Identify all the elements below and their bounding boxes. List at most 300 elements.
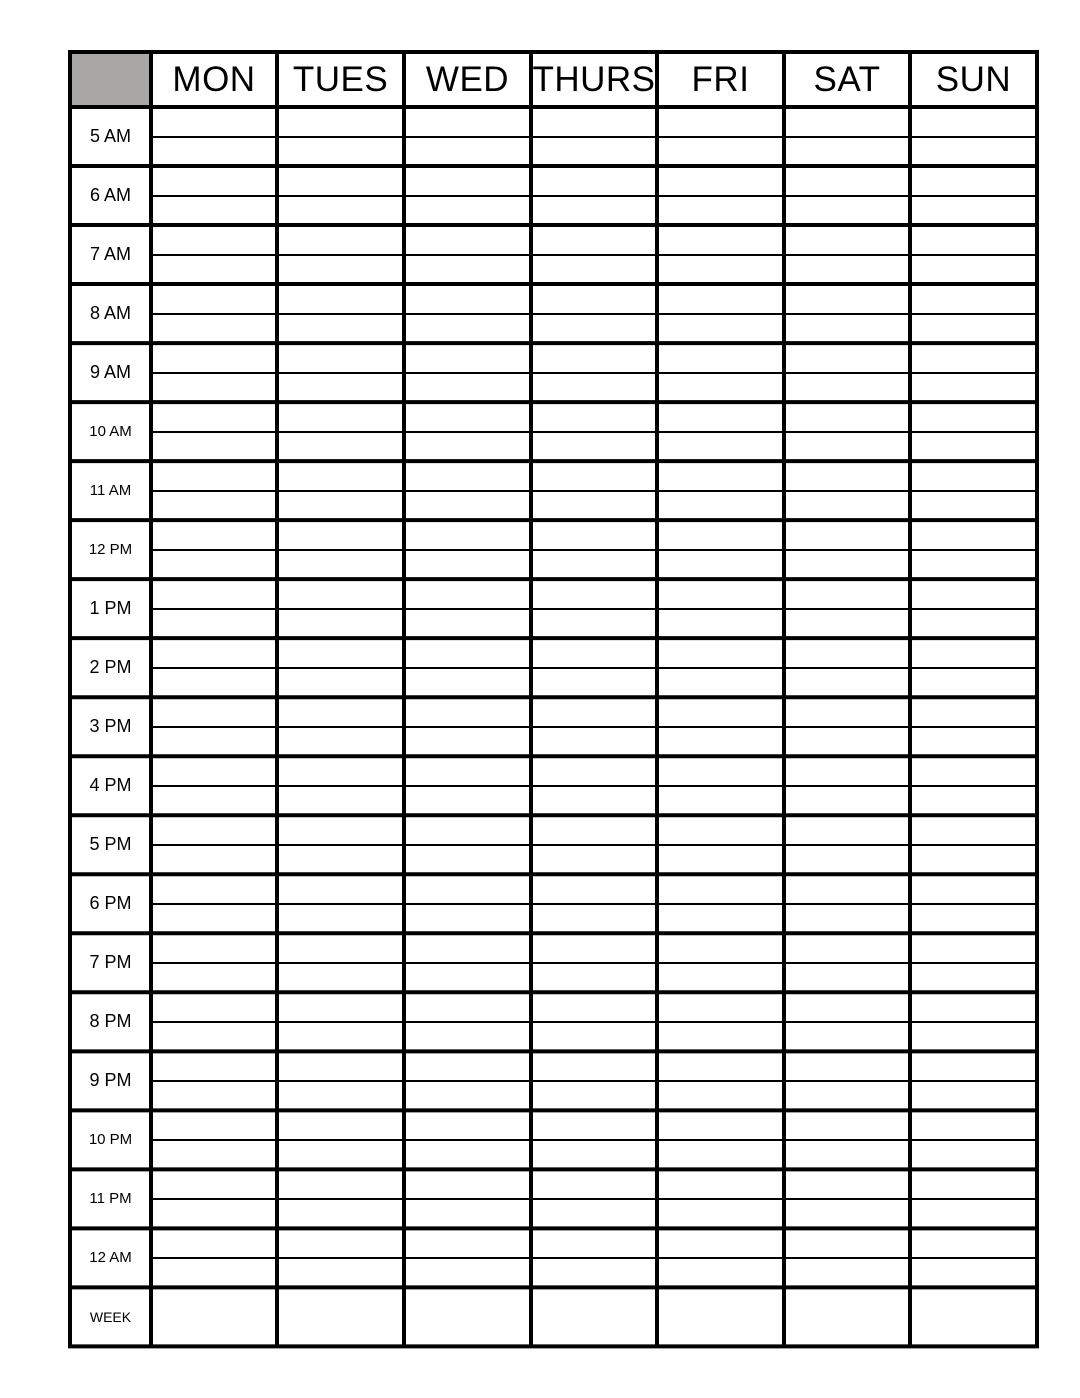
half-hour-divider	[404, 1139, 531, 1141]
time-slot-cell[interactable]	[657, 166, 784, 225]
half-hour-divider	[404, 608, 531, 610]
time-slot-cell[interactable]	[404, 992, 531, 1051]
time-slot-cell[interactable]	[657, 1169, 784, 1228]
time-slot-cell[interactable]	[404, 638, 531, 697]
time-slot-cell[interactable]	[404, 874, 531, 933]
half-hour-divider	[531, 195, 657, 197]
half-hour-divider	[151, 1257, 277, 1259]
time-slot-cell[interactable]	[531, 166, 657, 225]
time-slot-cell[interactable]	[277, 343, 404, 402]
half-hour-divider	[277, 962, 404, 964]
time-slot-cell[interactable]	[404, 1051, 531, 1110]
time-slot-cell[interactable]	[657, 815, 784, 874]
time-slot-cell[interactable]	[277, 1169, 404, 1228]
half-hour-divider	[657, 903, 784, 905]
half-hour-divider	[784, 254, 910, 256]
time-slot-cell[interactable]	[151, 284, 277, 343]
half-hour-divider	[657, 549, 784, 551]
time-label: 1 PM	[89, 598, 132, 619]
time-slot-cell[interactable]	[277, 461, 404, 520]
half-hour-divider	[277, 844, 404, 846]
time-slot-cell[interactable]	[277, 697, 404, 756]
time-slot-cell[interactable]	[784, 402, 910, 461]
half-hour-divider	[784, 1198, 910, 1200]
half-hour-divider	[404, 136, 531, 138]
time-slot-cell[interactable]	[910, 107, 1037, 166]
time-slot-cell[interactable]	[784, 933, 910, 992]
time-slot-cell[interactable]	[277, 402, 404, 461]
half-hour-divider	[151, 195, 277, 197]
day-header-sun: SUN	[935, 59, 1012, 99]
half-hour-divider	[910, 1257, 1037, 1259]
half-hour-divider	[531, 549, 657, 551]
time-slot-cell[interactable]	[910, 402, 1037, 461]
half-hour-divider	[277, 136, 404, 138]
time-slot-cell[interactable]	[657, 1051, 784, 1110]
time-slot-cell[interactable]	[784, 520, 910, 579]
half-hour-divider	[151, 1021, 277, 1023]
half-hour-divider	[404, 844, 531, 846]
half-hour-divider	[657, 490, 784, 492]
half-hour-divider	[277, 667, 404, 669]
time-slot-cell[interactable]	[657, 874, 784, 933]
time-slot-cell[interactable]	[784, 461, 910, 520]
time-slot-cell[interactable]	[404, 343, 531, 402]
half-hour-divider	[910, 1139, 1037, 1141]
time-slot-cell[interactable]	[151, 225, 277, 284]
time-slot-cell[interactable]	[910, 815, 1037, 874]
half-hour-divider	[277, 785, 404, 787]
half-hour-divider	[657, 844, 784, 846]
time-label: 2 PM	[89, 657, 132, 678]
time-slot-cell[interactable]	[657, 579, 784, 638]
time-slot-cell[interactable]	[531, 1169, 657, 1228]
time-slot-cell[interactable]	[784, 992, 910, 1051]
half-hour-divider	[404, 785, 531, 787]
time-label: 11 AM	[89, 482, 132, 500]
time-slot-cell[interactable]	[151, 402, 277, 461]
time-slot-cell[interactable]	[784, 638, 910, 697]
half-hour-divider	[277, 490, 404, 492]
time-slot-cell[interactable]	[404, 107, 531, 166]
time-slot-cell[interactable]	[784, 343, 910, 402]
time-slot-cell[interactable]	[151, 1110, 277, 1169]
half-hour-divider	[277, 431, 404, 433]
time-slot-cell[interactable]	[404, 579, 531, 638]
time-slot-cell[interactable]	[404, 520, 531, 579]
time-slot-cell[interactable]	[277, 284, 404, 343]
half-hour-divider	[404, 903, 531, 905]
day-header-thurs: THURS	[532, 59, 656, 99]
time-slot-cell[interactable]	[151, 520, 277, 579]
time-slot-cell[interactable]	[910, 874, 1037, 933]
time-slot-cell[interactable]	[277, 933, 404, 992]
half-hour-divider	[531, 608, 657, 610]
time-slot-cell[interactable]	[657, 756, 784, 815]
time-label: 8 PM	[89, 1011, 132, 1032]
time-slot-cell[interactable]	[404, 815, 531, 874]
time-slot-cell[interactable]	[277, 874, 404, 933]
half-hour-divider	[657, 1139, 784, 1141]
time-slot-cell[interactable]	[657, 402, 784, 461]
half-hour-divider	[151, 1139, 277, 1141]
time-slot-cell[interactable]	[657, 1228, 784, 1287]
time-slot-cell[interactable]	[531, 107, 657, 166]
time-slot-cell[interactable]	[910, 756, 1037, 815]
half-hour-divider	[657, 254, 784, 256]
half-hour-divider	[784, 1139, 910, 1141]
week-cell-mon[interactable]	[151, 1287, 277, 1346]
half-hour-divider	[531, 1198, 657, 1200]
half-hour-divider	[404, 667, 531, 669]
time-slot-cell[interactable]	[531, 933, 657, 992]
half-hour-divider	[910, 844, 1037, 846]
day-header-wed: WED	[425, 59, 510, 99]
half-hour-divider	[784, 903, 910, 905]
half-hour-divider	[277, 1198, 404, 1200]
half-hour-divider	[404, 254, 531, 256]
time-slot-cell[interactable]	[910, 225, 1037, 284]
time-slot-cell[interactable]	[784, 1228, 910, 1287]
time-slot-cell[interactable]	[784, 874, 910, 933]
half-hour-divider	[531, 372, 657, 374]
half-hour-divider	[910, 608, 1037, 610]
time-slot-cell[interactable]	[151, 815, 277, 874]
half-hour-divider	[277, 608, 404, 610]
time-slot-cell[interactable]	[531, 402, 657, 461]
half-hour-divider	[657, 962, 784, 964]
time-slot-cell[interactable]	[277, 579, 404, 638]
time-slot-cell[interactable]	[910, 933, 1037, 992]
time-slot-cell[interactable]	[151, 166, 277, 225]
half-hour-divider	[151, 785, 277, 787]
week-cell-tues[interactable]	[277, 1287, 404, 1346]
half-hour-divider	[657, 1021, 784, 1023]
half-hour-divider	[657, 785, 784, 787]
time-slot-cell[interactable]	[657, 697, 784, 756]
time-slot-cell[interactable]	[531, 225, 657, 284]
half-hour-divider	[277, 195, 404, 197]
time-slot-cell[interactable]	[404, 166, 531, 225]
half-hour-divider	[404, 431, 531, 433]
half-hour-divider	[404, 195, 531, 197]
time-slot-cell[interactable]	[404, 1110, 531, 1169]
half-hour-divider	[784, 1257, 910, 1259]
time-slot-cell[interactable]	[910, 697, 1037, 756]
time-slot-cell[interactable]	[657, 638, 784, 697]
half-hour-divider	[657, 136, 784, 138]
time-slot-cell[interactable]	[657, 343, 784, 402]
half-hour-divider	[151, 431, 277, 433]
time-slot-cell[interactable]	[784, 166, 910, 225]
half-hour-divider	[657, 667, 784, 669]
header-corner-cell	[72, 54, 149, 105]
half-hour-divider	[531, 726, 657, 728]
time-slot-cell[interactable]	[531, 638, 657, 697]
half-hour-divider	[910, 1021, 1037, 1023]
half-hour-divider	[657, 726, 784, 728]
time-slot-cell[interactable]	[277, 756, 404, 815]
time-slot-cell[interactable]	[531, 1110, 657, 1169]
time-slot-cell[interactable]	[151, 579, 277, 638]
half-hour-divider	[531, 254, 657, 256]
week-cell-thurs[interactable]	[531, 1287, 657, 1346]
half-hour-divider	[531, 1139, 657, 1141]
half-hour-divider	[784, 313, 910, 315]
half-hour-divider	[910, 490, 1037, 492]
time-slot-cell[interactable]	[531, 284, 657, 343]
day-header-sat: SAT	[813, 59, 881, 99]
time-slot-cell[interactable]	[910, 166, 1037, 225]
half-hour-divider	[657, 431, 784, 433]
half-hour-divider	[404, 490, 531, 492]
time-slot-cell[interactable]	[531, 874, 657, 933]
half-hour-divider	[277, 372, 404, 374]
half-hour-divider	[531, 962, 657, 964]
half-hour-divider	[531, 1021, 657, 1023]
half-hour-divider	[151, 254, 277, 256]
day-header-tues: TUES	[292, 59, 389, 99]
time-slot-cell[interactable]	[404, 402, 531, 461]
time-slot-cell[interactable]	[910, 284, 1037, 343]
time-slot-cell[interactable]	[277, 1110, 404, 1169]
time-slot-cell[interactable]	[784, 1110, 910, 1169]
half-hour-divider	[910, 431, 1037, 433]
time-slot-cell[interactable]	[657, 933, 784, 992]
half-hour-divider	[784, 667, 910, 669]
time-slot-cell[interactable]	[404, 756, 531, 815]
half-hour-divider	[910, 1080, 1037, 1082]
half-hour-divider	[910, 903, 1037, 905]
time-label: 12 AM	[89, 1249, 132, 1267]
half-hour-divider	[151, 1198, 277, 1200]
time-slot-cell[interactable]	[910, 638, 1037, 697]
half-hour-divider	[910, 195, 1037, 197]
half-hour-divider	[531, 903, 657, 905]
time-label: 5 AM	[89, 126, 132, 146]
time-slot-cell[interactable]	[910, 1228, 1037, 1287]
time-slot-cell[interactable]	[910, 461, 1037, 520]
half-hour-divider	[531, 785, 657, 787]
time-slot-cell[interactable]	[531, 1051, 657, 1110]
time-slot-cell[interactable]	[277, 992, 404, 1051]
time-slot-cell[interactable]	[151, 992, 277, 1051]
time-slot-cell[interactable]	[784, 1169, 910, 1228]
half-hour-divider	[277, 1257, 404, 1259]
half-hour-divider	[784, 962, 910, 964]
half-hour-divider	[657, 608, 784, 610]
time-slot-cell[interactable]	[404, 1228, 531, 1287]
half-hour-divider	[910, 372, 1037, 374]
time-slot-cell[interactable]	[910, 520, 1037, 579]
half-hour-divider	[277, 1080, 404, 1082]
time-slot-cell[interactable]	[657, 461, 784, 520]
time-slot-cell[interactable]	[151, 1228, 277, 1287]
half-hour-divider	[404, 726, 531, 728]
time-slot-cell[interactable]	[277, 107, 404, 166]
time-slot-cell[interactable]	[910, 1051, 1037, 1110]
time-slot-cell[interactable]	[910, 992, 1037, 1051]
half-hour-divider	[784, 136, 910, 138]
time-slot-cell[interactable]	[531, 520, 657, 579]
half-hour-divider	[910, 136, 1037, 138]
half-hour-divider	[657, 1198, 784, 1200]
time-slot-cell[interactable]	[657, 1110, 784, 1169]
half-hour-divider	[151, 372, 277, 374]
half-hour-divider	[404, 1257, 531, 1259]
week-cell-sun[interactable]	[910, 1287, 1037, 1346]
week-row-label: WEEK	[89, 1308, 132, 1325]
half-hour-divider	[784, 726, 910, 728]
half-hour-divider	[531, 490, 657, 492]
half-hour-divider	[277, 726, 404, 728]
week-cell-sat[interactable]	[784, 1287, 910, 1346]
half-hour-divider	[277, 549, 404, 551]
half-hour-divider	[151, 490, 277, 492]
time-slot-cell[interactable]	[531, 1228, 657, 1287]
half-hour-divider	[910, 254, 1037, 256]
half-hour-divider	[910, 667, 1037, 669]
time-slot-cell[interactable]	[277, 1051, 404, 1110]
time-slot-cell[interactable]	[784, 697, 910, 756]
half-hour-divider	[784, 549, 910, 551]
half-hour-divider	[784, 844, 910, 846]
time-label: 7 PM	[89, 952, 132, 973]
half-hour-divider	[657, 195, 784, 197]
time-slot-cell[interactable]	[151, 107, 277, 166]
half-hour-divider	[151, 667, 277, 669]
time-slot-cell[interactable]	[657, 284, 784, 343]
half-hour-divider	[151, 1080, 277, 1082]
time-slot-cell[interactable]	[784, 579, 910, 638]
half-hour-divider	[277, 254, 404, 256]
half-hour-divider	[151, 903, 277, 905]
half-hour-divider	[404, 1021, 531, 1023]
half-hour-divider	[151, 313, 277, 315]
time-slot-cell[interactable]	[910, 343, 1037, 402]
time-slot-cell[interactable]	[151, 697, 277, 756]
time-slot-cell[interactable]	[784, 756, 910, 815]
time-slot-cell[interactable]	[277, 520, 404, 579]
time-label: 7 AM	[89, 244, 132, 265]
time-label: 10 PM	[88, 1131, 133, 1149]
time-slot-cell[interactable]	[784, 284, 910, 343]
time-slot-cell[interactable]	[404, 933, 531, 992]
half-hour-divider	[151, 136, 277, 138]
time-slot-cell[interactable]	[910, 1169, 1037, 1228]
half-hour-divider	[277, 1139, 404, 1141]
half-hour-divider	[784, 608, 910, 610]
time-label: 3 PM	[89, 716, 132, 737]
half-hour-divider	[910, 785, 1037, 787]
half-hour-divider	[404, 372, 531, 374]
time-slot-cell[interactable]	[151, 756, 277, 815]
half-hour-divider	[151, 608, 277, 610]
time-label: 6 AM	[89, 185, 132, 206]
day-header-fri: FRI	[691, 59, 750, 99]
half-hour-divider	[657, 372, 784, 374]
time-slot-cell[interactable]	[784, 1051, 910, 1110]
time-slot-cell[interactable]	[277, 166, 404, 225]
time-slot-cell[interactable]	[784, 107, 910, 166]
half-hour-divider	[910, 962, 1037, 964]
time-slot-cell[interactable]	[784, 815, 910, 874]
half-hour-divider	[784, 1080, 910, 1082]
half-hour-divider	[531, 1257, 657, 1259]
time-slot-cell[interactable]	[151, 1169, 277, 1228]
time-slot-cell[interactable]	[404, 461, 531, 520]
time-slot-cell[interactable]	[531, 815, 657, 874]
time-slot-cell[interactable]	[277, 225, 404, 284]
time-slot-cell[interactable]	[910, 1110, 1037, 1169]
half-hour-divider	[531, 136, 657, 138]
half-hour-divider	[151, 844, 277, 846]
half-hour-divider	[531, 667, 657, 669]
half-hour-divider	[657, 1257, 784, 1259]
time-slot-cell[interactable]	[404, 284, 531, 343]
half-hour-divider	[910, 726, 1037, 728]
time-slot-cell[interactable]	[404, 1169, 531, 1228]
day-header-mon: MON	[172, 59, 256, 99]
time-slot-cell[interactable]	[531, 579, 657, 638]
time-slot-cell[interactable]	[277, 1228, 404, 1287]
time-slot-cell[interactable]	[151, 638, 277, 697]
time-label: 5 PM	[89, 834, 132, 855]
time-label: 4 PM	[89, 775, 132, 796]
half-hour-divider	[910, 549, 1037, 551]
week-cell-fri[interactable]	[657, 1287, 784, 1346]
time-slot-cell[interactable]	[531, 461, 657, 520]
time-slot-cell[interactable]	[151, 874, 277, 933]
time-slot-cell[interactable]	[404, 225, 531, 284]
half-hour-divider	[910, 1198, 1037, 1200]
time-slot-cell[interactable]	[151, 1051, 277, 1110]
time-slot-cell[interactable]	[910, 579, 1037, 638]
half-hour-divider	[151, 549, 277, 551]
week-cell-wed[interactable]	[404, 1287, 531, 1346]
half-hour-divider	[277, 313, 404, 315]
time-slot-cell[interactable]	[277, 815, 404, 874]
time-slot-cell[interactable]	[531, 756, 657, 815]
time-slot-cell[interactable]	[657, 520, 784, 579]
time-slot-cell[interactable]	[531, 992, 657, 1051]
time-slot-cell[interactable]	[404, 697, 531, 756]
time-label: 8 AM	[89, 303, 132, 324]
time-slot-cell[interactable]	[531, 697, 657, 756]
half-hour-divider	[277, 903, 404, 905]
half-hour-divider	[151, 962, 277, 964]
time-label: 9 AM	[89, 362, 132, 383]
time-label: 12 PM	[88, 541, 133, 559]
half-hour-divider	[531, 844, 657, 846]
time-label: 10 AM	[89, 423, 132, 441]
time-slot-cell[interactable]	[151, 461, 277, 520]
time-slot-cell[interactable]	[531, 343, 657, 402]
time-slot-cell[interactable]	[151, 933, 277, 992]
half-hour-divider	[151, 726, 277, 728]
time-slot-cell[interactable]	[657, 225, 784, 284]
time-slot-cell[interactable]	[151, 343, 277, 402]
time-slot-cell[interactable]	[657, 107, 784, 166]
time-slot-cell[interactable]	[784, 225, 910, 284]
half-hour-divider	[784, 431, 910, 433]
time-slot-cell[interactable]	[657, 992, 784, 1051]
half-hour-divider	[277, 1021, 404, 1023]
time-slot-cell[interactable]	[277, 638, 404, 697]
half-hour-divider	[784, 490, 910, 492]
half-hour-divider	[404, 1198, 531, 1200]
half-hour-divider	[657, 1080, 784, 1082]
